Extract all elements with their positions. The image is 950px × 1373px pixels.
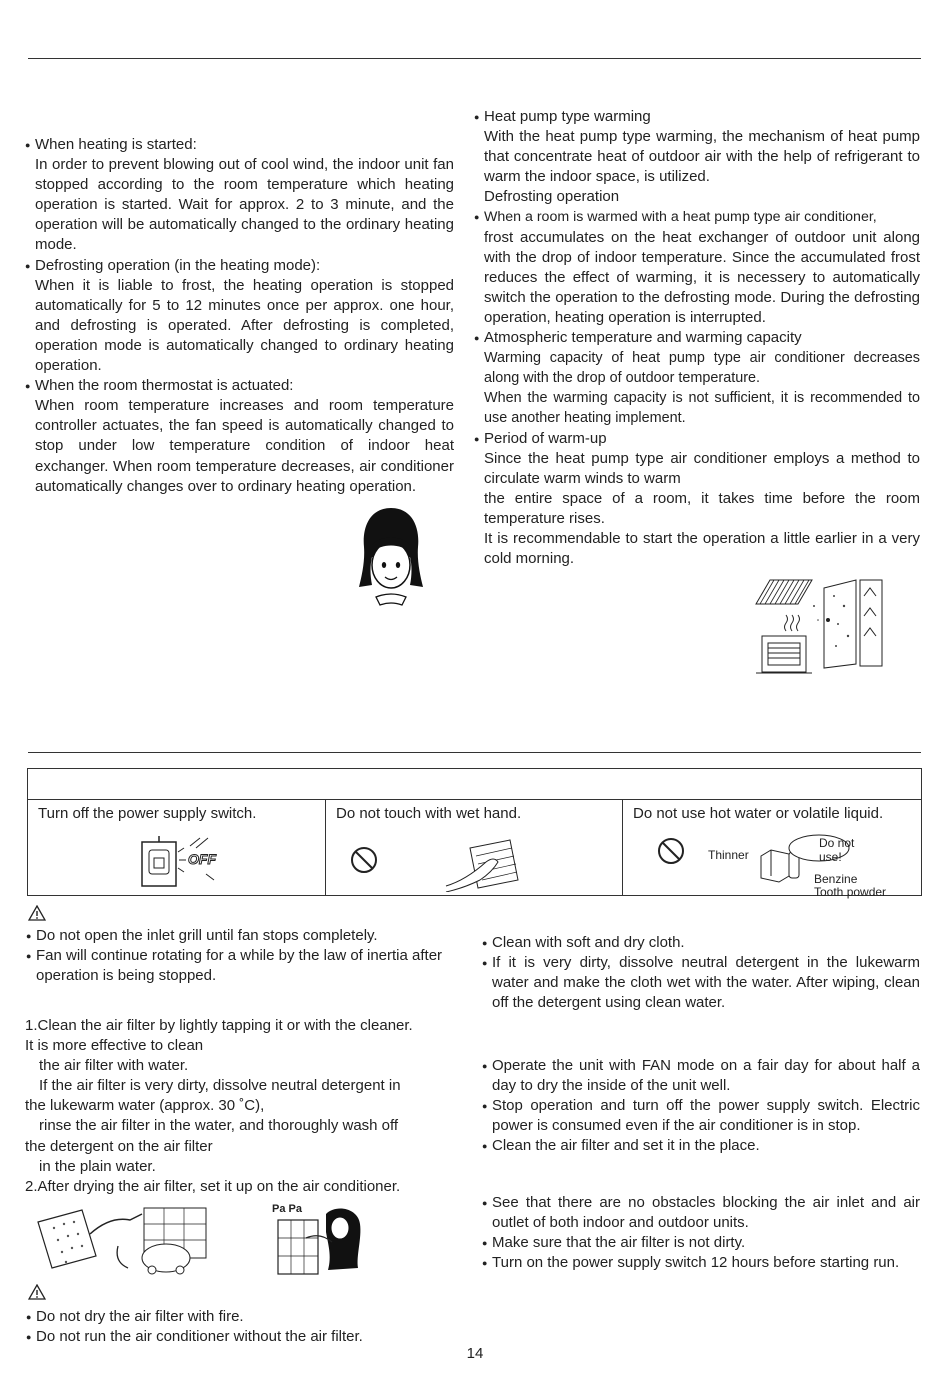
filter-step: the air filter with water. xyxy=(39,1057,189,1075)
warning-icon xyxy=(28,905,46,921)
filter-step: 2.After drying the air filter, set it up on the air conditioner. xyxy=(25,1177,401,1195)
bullet-icon: ● xyxy=(26,931,32,941)
cell-label: Do not touch with wet hand. xyxy=(336,805,522,822)
no-symbol-icon xyxy=(657,836,687,866)
long-stop-item: ● Operate the unit with FAN mode on a fair day for about half a day to dry the inside of the unit well. xyxy=(482,1056,920,1096)
atmospheric-body: Warming capacity of heat pump type air conditioner decreases along with the drop of outdoor temperature. xyxy=(484,350,920,387)
bullet-icon: ● xyxy=(26,1312,32,1322)
top-rule xyxy=(28,58,921,59)
caution-item: ● Do not open the inlet grill until fan stops completely. xyxy=(26,926,456,946)
page-number: 14 xyxy=(466,1345,484,1362)
thinner-label: Thinner xyxy=(708,848,749,862)
cell-label: Turn off the power supply switch. xyxy=(38,805,257,822)
before-start-item: ● Turn on the power supply switch 12 hours before starting run. xyxy=(482,1253,920,1273)
filter-step: It is more effective to clean xyxy=(25,1037,204,1055)
heating-notes xyxy=(25,135,454,497)
note-heating-started xyxy=(25,135,454,155)
bullet-icon: ● xyxy=(482,1101,488,1112)
cell-power-switch xyxy=(28,799,325,895)
bullet-icon: ● xyxy=(482,938,488,948)
bullet-icon: ● xyxy=(25,140,31,150)
filter-step: 1.Clean the air filter by lightly tapping it or with the cleaner. xyxy=(25,1017,413,1034)
power-switch-icon xyxy=(136,834,226,890)
filter-step: rinse the air filter in the water, and thoroughly wash off xyxy=(39,1117,399,1135)
washing-filter-illustration xyxy=(266,1198,366,1278)
bullet-icon: ● xyxy=(474,433,480,444)
note-title: When heating is started: xyxy=(35,136,197,153)
bullet-icon: ● xyxy=(482,1238,488,1249)
heat-pump-section xyxy=(474,107,920,569)
caution-item: ● Fan will continue rotating for a while by the law of inertia after operation is being stopped. xyxy=(26,946,456,986)
warmup-body: Since the heat pump type air conditioner employs a method to circulate warm winds to warm xyxy=(484,449,920,487)
bullet-icon: ● xyxy=(25,260,31,271)
note-title: Defrosting operation (in the heating mode): xyxy=(35,256,321,274)
caution-grill xyxy=(26,926,456,986)
filter-step: If the air filter is very dirty, dissolve neutral detergent in xyxy=(39,1077,401,1095)
warmup-body-2: the entire space of a room, it takes time before the room temperature rises. xyxy=(484,489,920,527)
atmospheric-body-2: When the warming capacity is not sufficient, it is recommended to use another heating implement. xyxy=(484,390,920,427)
note-thermostat xyxy=(25,376,454,396)
cell-hot-water xyxy=(622,799,922,899)
filter-step: in the plain water. xyxy=(39,1157,156,1175)
bullet-icon: ● xyxy=(474,333,480,344)
section-rule xyxy=(28,752,921,753)
benzine-label: Benzine xyxy=(814,872,858,886)
note-defrosting xyxy=(25,256,454,276)
before-start-notes xyxy=(482,1193,920,1273)
long-stop-item: ● Stop operation and turn off the power supply switch. Electric power is consumed even if the air conditioner is in stop. xyxy=(482,1096,920,1136)
bullet-icon: ● xyxy=(474,212,480,223)
filter-cleaning-steps xyxy=(25,1016,455,1197)
cleaning-item: ● Clean with soft and dry cloth. xyxy=(482,933,920,953)
note-body: When it is liable to frost, the heating operation is stopped automatically for 5 to 12 minutes once per approx. one hour, and defrosting is operated. After defrosting is completed, operation mode is automatically changed to ordinary heating operation. xyxy=(35,276,454,375)
atmospheric-item: ● Atmospheric temperature and warming capacity xyxy=(474,328,920,348)
cell-wet-hand xyxy=(325,799,623,895)
bullet-icon: ● xyxy=(25,381,31,392)
vacuum-filter-illustration xyxy=(34,1204,212,1278)
note-body: When room temperature increases and room temperature controller actuates, the fan speed is automatically changed to stop under low temperature condition of indoor heat exchanger. When room temperature decreases, air conditioner automatically changes over to ordinary heating operation. xyxy=(35,397,454,495)
before-start-item: ● Make sure that the air filter is not dirty. xyxy=(482,1233,920,1253)
bullet-icon: ● xyxy=(474,112,480,122)
bullet-icon: ● xyxy=(482,1061,488,1071)
unit-cleaning xyxy=(482,933,920,1013)
bullet-icon: ● xyxy=(482,1141,488,1152)
bullet-icon: ● xyxy=(26,1332,32,1343)
filter-step: the detergent on the air filter xyxy=(25,1137,213,1155)
bullet-icon: ● xyxy=(482,1258,488,1269)
winter-heater-illustration xyxy=(752,576,884,680)
bullet-icon: ● xyxy=(482,1198,488,1208)
off-label: OFF xyxy=(188,851,216,867)
defrost-heading: Defrosting operation xyxy=(484,188,620,206)
filter-step: the lukewarm water (approx. 30 ˚C), xyxy=(25,1097,265,1115)
caution-item: ● Do not run the air conditioner without the air filter. xyxy=(26,1327,456,1347)
do-not-use-label: Do not use! xyxy=(819,836,855,864)
maintenance-caution-table xyxy=(27,768,922,899)
defrost-item: ● When a room is warmed with a heat pump type air conditioner, xyxy=(474,207,920,227)
cell-label: Do not use hot water or volatile liquid. xyxy=(633,805,884,822)
heat-pump-body: With the heat pump type warming, the mechanism of heat pump that concentrate heat of outdoor air with the help of refrigerant to warm the indoor space, is utilized. xyxy=(484,128,920,186)
note-body: In order to prevent blowing out of cool wind, the indoor unit fan stopped according to the room temperature which heating operation is started. Wait for approx. 2 to 3 minute, and the operation will be automatically changed to the ordinary heating mode. xyxy=(35,156,454,254)
warmup-item: ● Period of warm-up xyxy=(474,429,920,449)
note-title: When the room thermostat is actuated: xyxy=(35,377,294,395)
girl-illustration xyxy=(356,505,426,610)
speech-bubble-text: Pa Pa xyxy=(272,1203,302,1215)
heat-pump-title: ● Heat pump type warming xyxy=(474,107,920,127)
caution-filter xyxy=(26,1307,456,1347)
caution-item: ● Do not dry the air filter with fire. xyxy=(26,1307,456,1327)
long-stop-notes xyxy=(482,1056,920,1156)
long-stop-item: ● Clean the air filter and set it in the place. xyxy=(482,1136,920,1156)
tooth-powder-label: Tooth powder xyxy=(814,885,887,899)
bullet-icon: ● xyxy=(26,951,32,962)
warning-icon xyxy=(28,1284,46,1300)
cleaning-item: ● If it is very dirty, dissolve neutral detergent in the lukewarm water and make the cloth wet with the water. After wiping, clean off the detergent using clean water. xyxy=(482,953,920,1013)
wet-hand-icon xyxy=(350,836,530,892)
before-start-item: ● See that there are no obstacles blocking the air inlet and air outlet of both indoor and outdoor units. xyxy=(482,1193,920,1233)
defrost-body: frost accumulates on the heat exchanger of outdoor unit along with the drop of indoor temperature. Since the accumulated frost reduces the effect of warming, it is necessery to automatically switch the operation to the defrosting mode. During the defrosting operation, heating operation is interrupted. xyxy=(484,228,920,326)
warmup-body-3: It is recommendable to start the operation a little earlier in a very cold morning. xyxy=(484,529,920,568)
bullet-icon: ● xyxy=(482,958,488,969)
